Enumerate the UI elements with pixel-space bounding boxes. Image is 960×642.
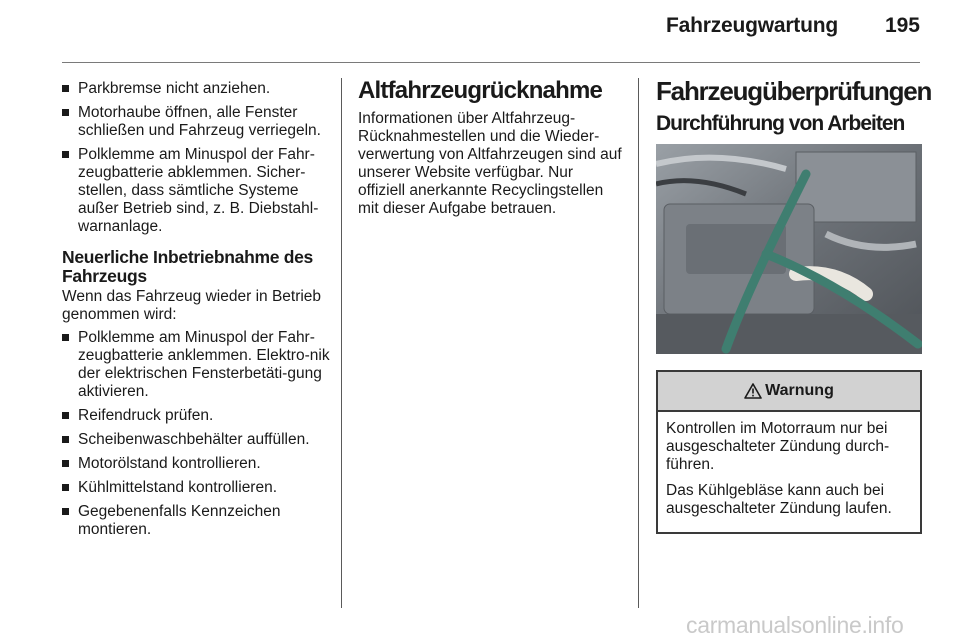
list-item: Gegebenenfalls Kennzeichen montieren. (62, 503, 330, 539)
warning-title: Warnung (765, 382, 834, 399)
list-item: Scheibenwaschbehälter auffüllen. (62, 431, 330, 449)
section-heading-recycling: Altfahrzeugrücknahme (358, 77, 603, 104)
warning-box (656, 370, 922, 534)
bullet-square-icon (62, 334, 69, 341)
list-item: Polklemme am Minuspol der Fahr-zeugbatterie abklemmen. Sicher-stellen, dass sämtliche Systeme außer Betrieb sind, z. B. Diebstahl-warnanlage. (62, 146, 330, 236)
subsection-heading-work: Durchführung von Arbeiten (656, 112, 905, 135)
header-divider (62, 62, 920, 63)
column-divider-1 (341, 78, 342, 608)
warning-text-1: Kontrollen im Motorraum nur bei ausgeschalteter Zündung durch-führen. (666, 420, 890, 473)
bullet-square-icon (62, 460, 69, 467)
page-header-title: Fahrzeugwartung (665, 14, 838, 37)
list-item: Polklemme am Minuspol der Fahr-zeugbatterie anklemmen. Elektro-nik der elektrischen Fensterbetäti-gung aktivieren. (62, 329, 330, 401)
page-number: 195 (884, 14, 920, 37)
list-item: Parkbremse nicht anziehen. (62, 80, 330, 98)
warning-header (658, 372, 920, 412)
warning-body (658, 412, 920, 532)
list-item: Kühlmittelstand kontrollieren. (62, 479, 330, 497)
list-item: Reifendruck prüfen. (62, 407, 330, 425)
bullet-square-icon (62, 109, 69, 116)
column-divider-2 (638, 78, 639, 608)
bullet-square-icon (62, 436, 69, 443)
list-item: Motorhaube öffnen, alle Fenster schließen und Fahrzeug verriegeln. (62, 104, 330, 140)
bullet-square-icon (62, 85, 69, 92)
column-middle (358, 77, 622, 223)
preparation-list (62, 80, 330, 236)
recycling-body: Informationen über Altfahrzeug-Rücknahmestellen und die Wieder-verwertung von Altfahrzeugen sind auf unserer Website verfügbar. Nur offiziell anerkannte Recyclingstellen mit dieser Aufgabe betrauen. (358, 110, 622, 217)
reactivation-list (62, 329, 330, 539)
engine-bay-illustration (656, 144, 922, 354)
engine-bay-photo (656, 144, 922, 354)
watermark: carmanualsonline.info (686, 612, 904, 638)
bullet-square-icon (62, 508, 69, 515)
bullet-square-icon (62, 484, 69, 491)
column-left (62, 80, 330, 545)
bullet-square-icon (62, 151, 69, 158)
warning-triangle-icon (744, 383, 762, 399)
bullet-square-icon (62, 412, 69, 419)
column-right (656, 76, 932, 534)
list-item: Motorölstand kontrollieren. (62, 455, 330, 473)
reactivation-intro: Wenn das Fahrzeug wieder in Betrieb genommen wird: (62, 288, 322, 323)
section-heading-reactivation: Neuerliche Inbetriebnahme des Fahrzeugs (62, 247, 313, 286)
section-heading-inspections: Fahrzeugüberprüfungen (656, 76, 932, 106)
warning-text-2: Das Kühlgebläse kann auch bei ausgeschalteter Zündung laufen. (666, 482, 892, 517)
